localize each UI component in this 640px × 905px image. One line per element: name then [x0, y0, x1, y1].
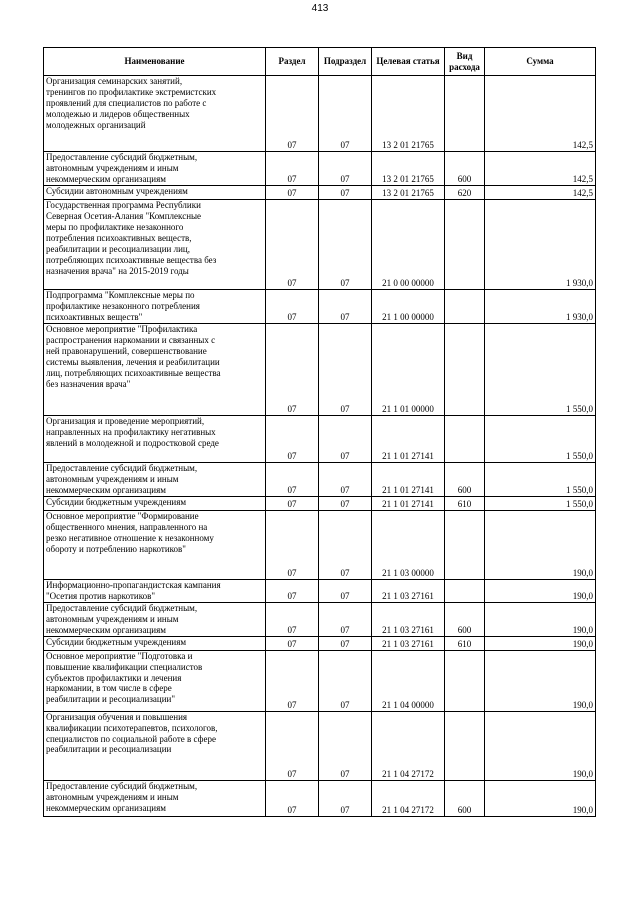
cell-target: 21 0 00 00000	[372, 199, 445, 289]
cell-section: 07	[266, 602, 319, 636]
cell-target: 21 1 04 00000	[372, 650, 445, 711]
cell-name	[44, 602, 266, 636]
header-target: Целевая статья	[372, 48, 445, 76]
cell-name	[44, 76, 266, 152]
cell-name-text: Субсидии бюджетным учреждениям	[46, 496, 187, 507]
cell-name	[44, 650, 266, 711]
cell-expense-type	[445, 76, 485, 152]
cell-subsection: 07	[319, 76, 372, 152]
table-row	[44, 780, 596, 816]
cell-sum: 190,0	[485, 780, 596, 816]
table-row	[44, 636, 596, 650]
cell-expense-type: 610	[445, 636, 485, 650]
cell-expense-type: 610	[445, 496, 485, 510]
cell-target: 13 2 01 21765	[372, 152, 445, 186]
cell-name-text: Предоставление субсидий бюджетным, автономным учреждениям и иным некоммерческим организациям	[46, 462, 198, 495]
table-row	[44, 650, 596, 711]
cell-subsection: 07	[319, 636, 372, 650]
cell-section: 07	[266, 650, 319, 711]
cell-subsection: 07	[319, 780, 372, 816]
cell-section: 07	[266, 415, 319, 462]
header-section: Раздел	[266, 48, 319, 76]
cell-subsection: 07	[319, 199, 372, 289]
cell-expense-type	[445, 510, 485, 579]
cell-target: 21 1 01 00000	[372, 323, 445, 415]
cell-sum: 142,5	[485, 152, 596, 186]
cell-target: 21 1 04 27172	[372, 780, 445, 816]
cell-sum: 190,0	[485, 510, 596, 579]
cell-target: 13 2 01 21765	[372, 76, 445, 152]
cell-name-text: Подпрограмма "Комплексные меры по профилактике незаконного потребления психоактивных веществ"	[46, 289, 200, 322]
cell-subsection: 07	[319, 650, 372, 711]
cell-subsection: 07	[319, 462, 372, 496]
cell-target: 21 1 03 27161	[372, 602, 445, 636]
cell-sum: 190,0	[485, 650, 596, 711]
cell-target: 21 1 03 27161	[372, 579, 445, 602]
cell-sum: 190,0	[485, 579, 596, 602]
cell-section: 07	[266, 780, 319, 816]
cell-name-text: Предоставление субсидий бюджетным, автономным учреждениям и иным некоммерческим организациям	[46, 780, 198, 813]
cell-name-text: Субсидии автономным учреждениям	[46, 185, 188, 196]
cell-name	[44, 780, 266, 816]
cell-name-text: Государственная программа Республики Северная Осетия-Алания "Комплексные меры по профилактике незаконного потребления психоактивных веществ, реабилитации и ресоциализации лиц, потребляющих психоактивные вещества без назначения врача" на 2015-2019 годы	[46, 199, 217, 276]
cell-target: 21 1 01 27141	[372, 462, 445, 496]
cell-section: 07	[266, 510, 319, 579]
cell-subsection: 07	[319, 323, 372, 415]
header-name: Наименование	[44, 48, 266, 76]
cell-expense-type: 600	[445, 152, 485, 186]
table-row	[44, 579, 596, 602]
cell-sum: 1 550,0	[485, 323, 596, 415]
cell-name	[44, 462, 266, 496]
cell-sum: 190,0	[485, 711, 596, 780]
budget-table	[43, 47, 596, 817]
cell-sum: 190,0	[485, 602, 596, 636]
cell-name	[44, 323, 266, 415]
cell-section: 07	[266, 636, 319, 650]
cell-target: 21 1 03 00000	[372, 510, 445, 579]
cell-sum: 1 930,0	[485, 199, 596, 289]
cell-name-text: Субсидии бюджетным учреждениям	[46, 636, 187, 647]
cell-subsection: 07	[319, 602, 372, 636]
cell-name	[44, 711, 266, 780]
header-sum: Сумма	[485, 48, 596, 76]
cell-target: 13 2 01 21765	[372, 185, 445, 199]
cell-section: 07	[266, 323, 319, 415]
cell-section: 07	[266, 289, 319, 323]
cell-name-text: Информационно-пропагандистская кампания "Осетия против наркотиков"	[46, 579, 221, 601]
cell-expense-type	[445, 199, 485, 289]
cell-subsection: 07	[319, 289, 372, 323]
cell-sum: 142,5	[485, 76, 596, 152]
cell-section: 07	[266, 579, 319, 602]
cell-sum: 190,0	[485, 636, 596, 650]
cell-sum: 1 550,0	[485, 496, 596, 510]
cell-expense-type: 600	[445, 780, 485, 816]
cell-expense-type: 600	[445, 602, 485, 636]
table-row	[44, 602, 596, 636]
table-row	[44, 323, 596, 415]
header-subsection: Подраздел	[319, 48, 372, 76]
cell-name-text: Предоставление субсидий бюджетным, автономным учреждениям и иным некоммерческим организациям	[46, 602, 198, 635]
cell-sum: 1 550,0	[485, 415, 596, 462]
cell-expense-type	[445, 650, 485, 711]
cell-section: 07	[266, 199, 319, 289]
table-row	[44, 152, 596, 186]
page-number: 413	[311, 3, 329, 14]
cell-name	[44, 579, 266, 602]
cell-name-text: Организация семинарских занятий, тренингов по профилактике экстремистских проявлений для специалистов по работе с молодежью и лидеров общественных молодежных организаций	[46, 76, 217, 130]
cell-expense-type	[445, 711, 485, 780]
table-row	[44, 510, 596, 579]
cell-name-text: Основное мероприятие "Профилактика распространения наркомании и связанных с ней правонарушений, совершенствование системы выявления, лечения и реабилитации лиц, потребляющих психоактивные вещества без назначения врача"	[46, 323, 221, 389]
cell-name	[44, 510, 266, 579]
cell-name	[44, 152, 266, 186]
cell-section: 07	[266, 185, 319, 199]
table-row	[44, 289, 596, 323]
cell-subsection: 07	[319, 579, 372, 602]
cell-subsection: 07	[319, 510, 372, 579]
cell-subsection: 07	[319, 415, 372, 462]
cell-expense-type: 620	[445, 185, 485, 199]
header-expense-type: Вид расхода	[445, 48, 485, 76]
cell-section: 07	[266, 76, 319, 152]
table-row	[44, 199, 596, 289]
cell-expense-type: 600	[445, 462, 485, 496]
cell-name-text: Предоставление субсидий бюджетным, автономным учреждениям и иным некоммерческим организациям	[46, 152, 198, 184]
cell-section: 07	[266, 496, 319, 510]
table-row	[44, 711, 596, 780]
table-row	[44, 76, 596, 152]
cell-subsection: 07	[319, 152, 372, 186]
cell-name	[44, 415, 266, 462]
cell-target: 21 1 00 00000	[372, 289, 445, 323]
table-row	[44, 185, 596, 199]
cell-expense-type	[445, 415, 485, 462]
cell-subsection: 07	[319, 711, 372, 780]
table-body	[44, 76, 596, 817]
table-row	[44, 415, 596, 462]
cell-expense-type	[445, 323, 485, 415]
table-row	[44, 462, 596, 496]
table-row	[44, 496, 596, 510]
cell-subsection: 07	[319, 496, 372, 510]
cell-name	[44, 636, 266, 650]
cell-target: 21 1 01 27141	[372, 415, 445, 462]
cell-name-text: Организация и проведение мероприятий, направленных на профилактику негативных явлений в молодежной и подростковой среде	[46, 415, 219, 448]
cell-expense-type	[445, 289, 485, 323]
cell-sum: 1 550,0	[485, 462, 596, 496]
cell-section: 07	[266, 462, 319, 496]
cell-section: 07	[266, 152, 319, 186]
cell-sum: 1 930,0	[485, 289, 596, 323]
cell-expense-type	[445, 579, 485, 602]
cell-name-text: Организация обучения и повышения квалификации психотерапевтов, психологов, специалистов по социальной работе в сфере реабилитации и ресоциализации	[46, 711, 218, 755]
cell-name-text: Основное мероприятие "Подготовка и повышение квалификации специалистов субъектов профилактики и лечения наркомании, в том числе в сфере реабилитации и ресоциализации"	[46, 650, 203, 705]
cell-name	[44, 199, 266, 289]
cell-subsection: 07	[319, 185, 372, 199]
cell-name	[44, 185, 266, 199]
cell-target: 21 1 01 27141	[372, 496, 445, 510]
cell-target: 21 1 04 27172	[372, 711, 445, 780]
cell-name	[44, 289, 266, 323]
table-header-row	[44, 48, 596, 76]
cell-section: 07	[266, 711, 319, 780]
cell-name	[44, 496, 266, 510]
cell-target: 21 1 03 27161	[372, 636, 445, 650]
cell-sum: 142,5	[485, 185, 596, 199]
cell-name-text: Основное мероприятие "Формирование общественного мнения, направленного на резко негативное отношение к незаконному обороту и потреблению наркотиков"	[46, 510, 214, 554]
